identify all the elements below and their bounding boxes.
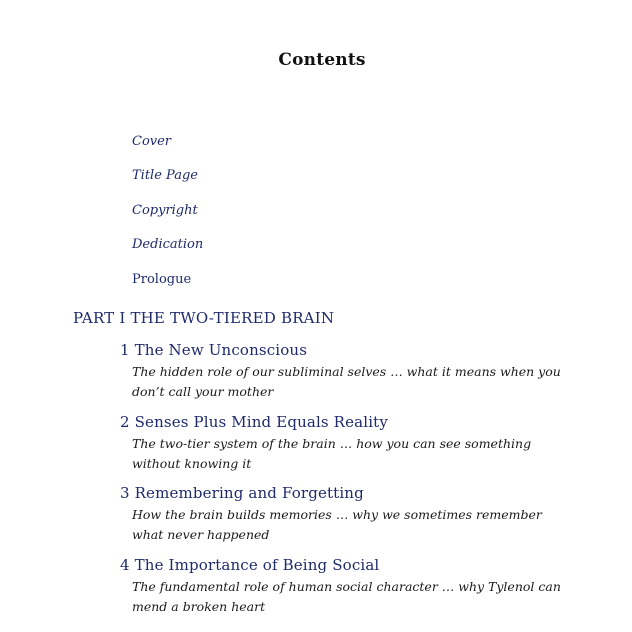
- toc-link-title-page[interactable]: Title Page: [132, 168, 198, 183]
- toc-link-copyright[interactable]: Copyright: [132, 203, 198, 218]
- toc-chapter-description: The hidden role of our subliminal selves … what it means when you don’t call your mother: [132, 364, 561, 399]
- toc-chapter-link[interactable]: 1 The New Unconscious: [120, 341, 308, 359]
- toc-chapter-description: The two-tier system of the brain … how you can see something without knowing it: [132, 436, 532, 471]
- toc-chapter-link[interactable]: 4 The Importance of Being Social: [120, 556, 380, 574]
- page-title: Contents: [278, 50, 366, 70]
- toc-chapter-link[interactable]: 2 Senses Plus Mind Equals Reality: [120, 413, 388, 431]
- toc-chapter-link[interactable]: 3 Remembering and Forgetting: [120, 484, 364, 502]
- toc-link-dedication[interactable]: Dedication: [132, 237, 204, 252]
- toc-link-prologue[interactable]: Prologue: [132, 272, 192, 287]
- toc-chapter-description: The fundamental role of human social character … why Tylenol can mend a broken heart: [132, 579, 561, 614]
- toc-part-heading[interactable]: PART I THE TWO-TIERED BRAIN: [73, 309, 335, 327]
- toc-chapter-description: How the brain builds memories … why we sometimes remember what never happened: [132, 507, 542, 542]
- toc-link-cover[interactable]: Cover: [132, 134, 172, 149]
